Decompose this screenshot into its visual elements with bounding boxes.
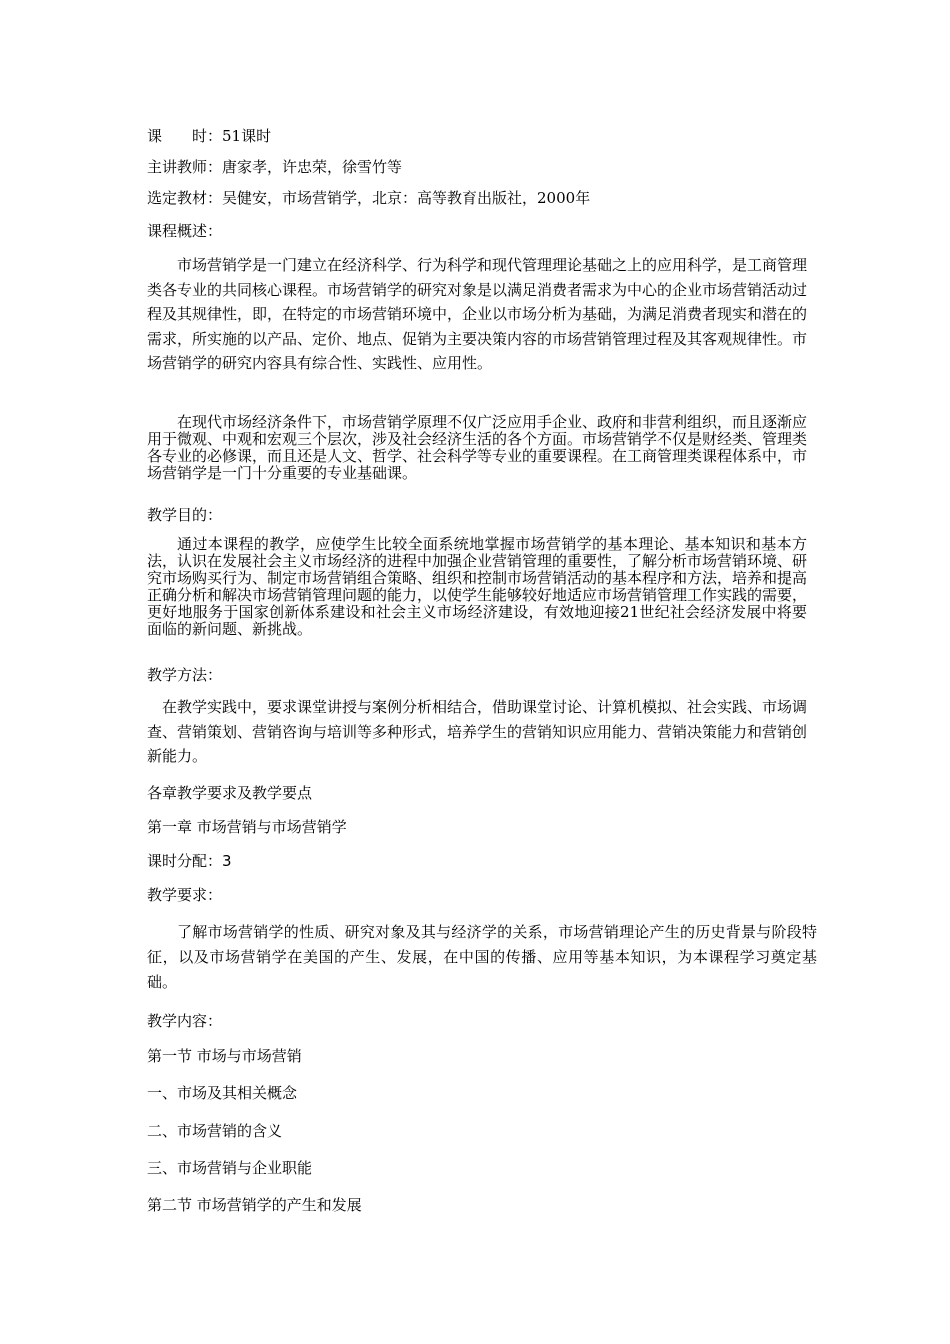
course-hours	[147, 125, 271, 147]
list-item: 二、市场营销的含义	[147, 1122, 283, 1140]
section-2-title: 第二节 市场营销学的产生和发展	[147, 1196, 362, 1214]
objective-paragraph: 通过本课程的教学，应使学生比较全面系统地掌握市场营销学的基本理论、基本知识和基本方法，认识在发展社会主义市场经济的进程中加强企业营销管理的重要性，了解分析市场营销环境、研究市场购买行为、制定市场营销组合策略、组织和控制市场营销活动的基本程序和方法，培养和提高正确分析和解决市场营销管理问题的能力，以使学生能够较好地适应市场营销管理工作实践的需要，更好地服务于国家创新体系建设和社会主义市场经济建设，有效地迎接21世纪社会经济发展中将要面临的新问题、新挑战。	[147, 535, 808, 638]
chapters-heading: 各章教学要求及教学要点	[147, 784, 313, 802]
course-teacher-value: 唐家孝，许忠荣，徐雪竹等	[222, 158, 403, 176]
overview-heading: 课程概述：	[147, 222, 223, 240]
course-hours-label: 课 时：	[147, 127, 223, 145]
course-textbook-label: 选定教材：	[147, 189, 223, 207]
chapter-1-title: 第一章 市场营销与市场营销学	[147, 818, 347, 836]
chapter-1-hours: 课时分配：3	[147, 852, 232, 870]
objective-heading: 教学目的：	[147, 506, 223, 524]
section-1-title: 第一节 市场与市场营销	[147, 1047, 302, 1065]
overview-paragraph-1: 市场营销学是一门建立在经济科学、行为科学和现代管理理论基础之上的应用科学，是工商管理类各专业的共同核心课程。市场营销学的研究对象是以满足消费者需求为中心的企业市场营销活动过程及其规律性，即，在特定的市场营销环境中，企业以市场分析为基础，为满足消费者现实和潜在的需求，所实施的以产品、定价、地点、促销为主要决策内容的市场营销管理过程及其客观规律性。市场营销学的研究内容具有综合性、实践性、应用性。	[147, 256, 808, 372]
requirements-heading: 教学要求：	[147, 886, 223, 904]
course-textbook	[147, 187, 590, 209]
requirements-paragraph: 了解市场营销学的性质、研究对象及其与经济学的关系，市场营销理论产生的历史背景与阶段特征，以及市场营销学在美国的产生、发展，在中国的传播、应用等基本知识，为本课程学习奠定基础。	[147, 923, 817, 991]
content-heading: 教学内容：	[147, 1012, 223, 1030]
course-hours-value: 51课时	[222, 127, 272, 145]
overview-paragraph-2: 在现代市场经济条件下，市场营销学原理不仅广泛应用手企业、政府和非营利组织，而且逐渐应用于微观、中观和宏观三个层次，涉及社会经济生活的各个方面。市场营销学不仅是财经类、管理类各专业的必修课，而且还是人文、哲学、社会科学等专业的重要课程。在工商管理类课程体系中，市场营销学是一门十分重要的专业基础课。	[147, 413, 808, 482]
method-paragraph: 在教学实践中，要求课堂讲授与案例分析相结合，借助课堂讨论、计算机模拟、社会实践、市场调查、营销策划、营销咨询与培训等多种形式，培养学生的营销知识应用能力、营销决策能力和营销创新能力。	[147, 698, 808, 765]
method-heading: 教学方法：	[147, 666, 223, 684]
course-teacher	[147, 156, 402, 178]
list-item: 一、市场及其相关概念	[147, 1084, 298, 1102]
list-item: 三、市场营销与企业职能	[147, 1159, 313, 1177]
course-textbook-value: 吴健安，市场营销学，北京：高等教育出版社，2000年	[222, 189, 591, 207]
course-teacher-label: 主讲教师：	[147, 158, 223, 176]
